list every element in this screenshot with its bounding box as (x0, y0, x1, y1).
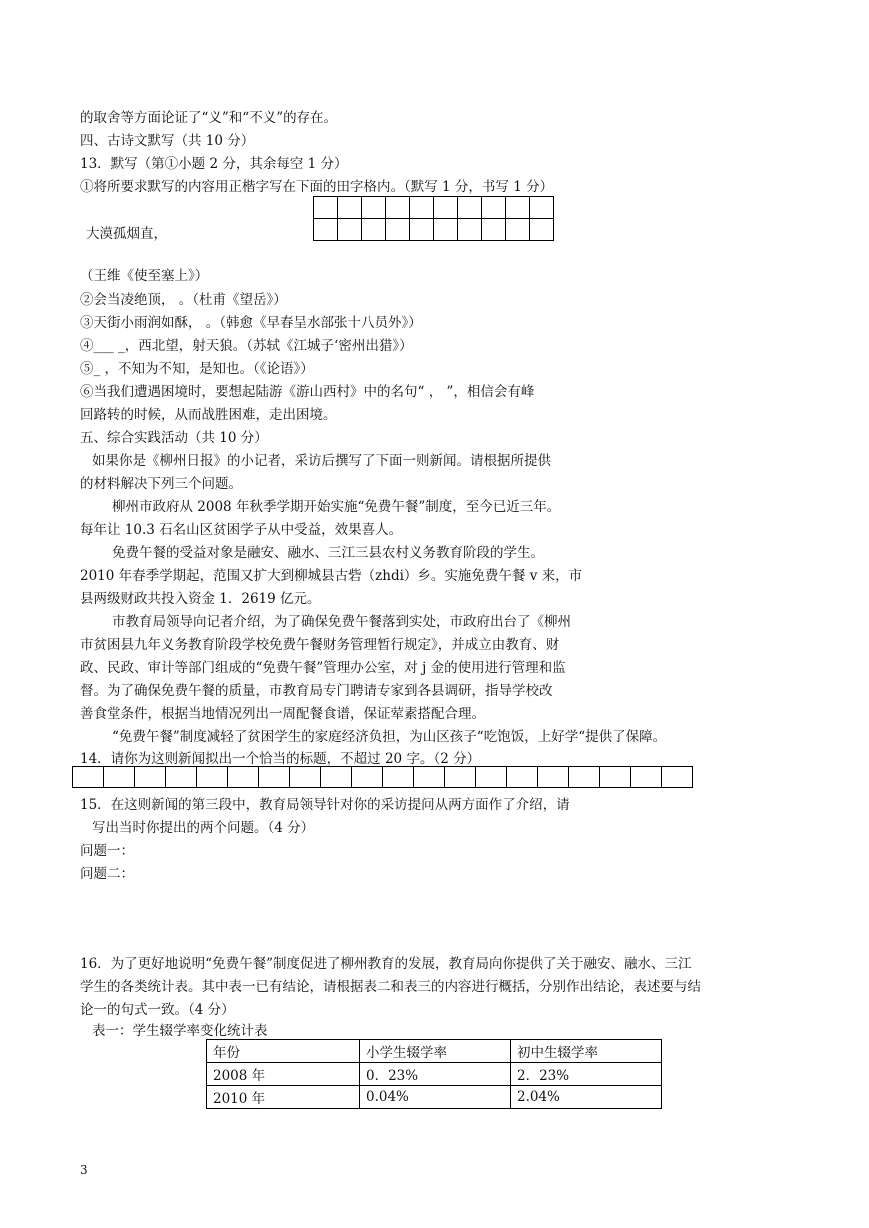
question-two-label: 问题二： (80, 866, 134, 882)
question-16-cont: 论一的句式一致。（4 分） (80, 1002, 235, 1018)
question-13-5: ⑤_ ，不知为不知，是知也。（《论语》） (80, 361, 314, 377)
table-caption: 表一：学生辍学率变化统计表 (92, 1023, 268, 1039)
section-heading: 五、综合实践活动（共 10 分） (80, 430, 268, 446)
text-line: 的取舍等方面论证了“义”和“不义”的存在。 (80, 110, 338, 126)
question-13-2: ②会当凌绝顶， 。（杜甫《望岳》） (80, 292, 287, 308)
table-header-row (207, 1040, 662, 1063)
news-paragraph: 每年让 10.3 石名山区贫困学子从中受益，效果喜人。 (80, 522, 403, 538)
news-paragraph: 2010 年春季学期起，范围又扩大到柳城县古砦（zhdi）乡。实施免费午餐 v 来，市 (80, 568, 583, 584)
table-cell: 2．23% (511, 1063, 662, 1086)
table-header-cell: 小学生辍学率 (360, 1040, 511, 1063)
dropout-rate-table (206, 1039, 662, 1109)
table-cell: 2.04% (511, 1086, 662, 1109)
news-paragraph: 市教育局领导向记者介绍，为了确保免费午餐落到实处，市政府出台了《柳州 (112, 614, 571, 630)
news-paragraph: 督。为了确保免费午餐的质量，市教育局专门聘请专家到各县调研，指导学校改 (80, 683, 553, 699)
question-13-3: ③天街小雨润如酥， 。（韩愈《早春呈水部张十八员外》） (80, 315, 422, 331)
question-15-cont: 写出当时你提出的两个问题。（4 分） (92, 820, 315, 836)
news-paragraph: 免费午餐的受益对象是融安、融水、三江三县农村义务教育阶段的学生。 (112, 545, 544, 561)
table-header-cell: 初中生辍学率 (511, 1040, 662, 1063)
news-paragraph: 政、民政、审计等部门组成的“免费午餐”管理办公室，对 j 金的使用进行管理和监 (80, 660, 566, 676)
question-13-4: ④___ _，西北望，射天狼。（苏轼《江城子‘密州出猎》） (80, 338, 413, 354)
text-line: 如果你是《柳州日报》的小记者，采访后撰写了下面一则新闻。请根据所提供 (92, 453, 551, 469)
news-paragraph: 县两级财政共投入资金 1．2619 亿元。 (80, 591, 321, 607)
text-line: 回路转的时候，从而战胜困难，走出困境。 (80, 407, 337, 423)
news-paragraph: 善食堂条件，根据当地情况列出一周配餐食谱，保证荤素搭配合理。 (80, 706, 485, 722)
table-cell: 0．23% (360, 1063, 511, 1086)
question-15: 15．在这则新闻的第三段中，教育局领导针对你的采访提问从两方面作了介绍，请 (80, 797, 570, 813)
poem-prompt: 大漠孤烟直， (86, 226, 167, 242)
news-paragraph: 市贫困县九年义务教育阶段学校免费午餐财务管理暂行规定》，并成立由教育、财 (80, 637, 560, 653)
question-16-cont: 学生的各类统计表。其中表一已有结论，请根据表二和表三的内容进行概括，分别作出结论，表述要与结 (80, 979, 701, 995)
news-paragraph: 柳州市政府从 2008 年秋季学期开始实施“免费午餐”制度，至今已近三年。 (112, 499, 561, 515)
question-one-label: 问题一： (80, 843, 134, 859)
question-14: 14．请你为这则新闻拟出一个恰当的标题，不超过 20 字。（2 分） (80, 751, 481, 767)
text-line: 的材料解决下列三个问题。 (80, 476, 242, 492)
section-heading: 四、古诗文默写（共 10 分） (80, 133, 255, 149)
question-16: 16．为了更好地说明“免费午餐”制度促进了柳州教育的发展，教育局向你提供了关于融安、融水、三江 (80, 956, 692, 972)
news-paragraph: “免费午餐”制度减轻了贫困学生的家庭经济负担，为山区孩子“吃饱饭，上好学“提供了保障。 (112, 729, 667, 745)
source-note: （王维《使至塞上》） (80, 268, 209, 284)
table-cell: 0.04% (360, 1086, 511, 1109)
question-13: 13．默写（第①小题 2 分，其余每空 1 分） (80, 156, 348, 172)
table-header-cell: 年份 (207, 1040, 360, 1063)
question-13-6: ⑥当我们遭遇困境时，要想起陆游《游山西村》中的名句“ ， ”，相信会有峰 (80, 384, 535, 400)
table-row (207, 1086, 662, 1109)
table-cell: 2008 年 (207, 1063, 360, 1086)
table-cell: 2010 年 (207, 1086, 360, 1109)
question-13-1: ①将所要求默写的内容用正楷字写在下面的田字格内。（默写 1 分，书写 1 分） (80, 179, 554, 195)
writing-grid[interactable] (313, 196, 554, 241)
page-number: 3 (80, 1163, 88, 1177)
table-row (207, 1063, 662, 1086)
title-answer-boxes[interactable] (72, 766, 693, 788)
